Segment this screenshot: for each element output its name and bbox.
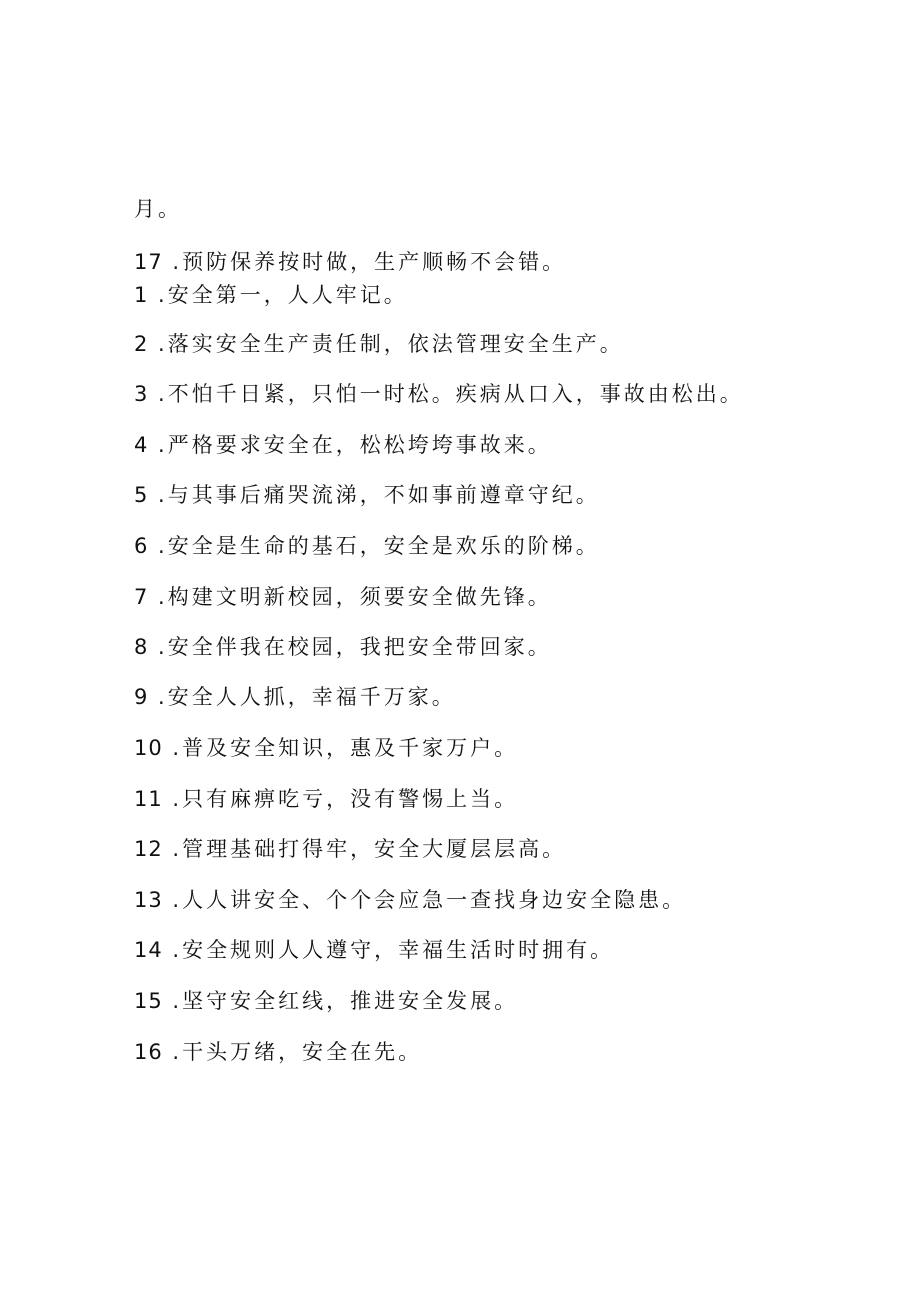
- item-text: 坚守安全红线，推进安全发展。: [182, 989, 519, 1013]
- list-item: [134, 735, 518, 761]
- list-item: [134, 331, 624, 357]
- continuation-line: [134, 196, 182, 222]
- item-number: 12: [134, 837, 163, 861]
- item-number: 4: [134, 433, 149, 457]
- item-separator: .: [162, 989, 183, 1013]
- item-separator: .: [148, 534, 168, 558]
- list-item: [134, 381, 744, 407]
- item-number: 16: [134, 1040, 163, 1064]
- list-item: [134, 634, 552, 660]
- item-separator: .: [162, 938, 183, 962]
- item-text: 安全伴我在校园，我把安全带回家。: [167, 635, 552, 659]
- item-text: 预防保养按时做，生产顺畅不会错。: [182, 250, 567, 274]
- list-item: [134, 988, 518, 1014]
- item-text: 与其事后痛哭流涕，不如事前遵章守纪。: [167, 483, 600, 507]
- item-number: 15: [134, 989, 163, 1013]
- list-item: [134, 684, 456, 710]
- item-number: 2: [134, 332, 149, 356]
- list-item: [134, 1039, 422, 1065]
- item-number: 7: [134, 585, 149, 609]
- item-number: 8: [134, 635, 149, 659]
- item-number: 3: [134, 382, 149, 406]
- list-item: [134, 887, 686, 913]
- item-number: 1: [134, 283, 149, 307]
- item-text: 安全人人抓，幸福千万家。: [167, 685, 456, 709]
- item-number: 13: [134, 888, 163, 912]
- item-separator: .: [148, 433, 168, 457]
- item-number: 5: [134, 483, 149, 507]
- list-item: [134, 533, 600, 559]
- item-separator: .: [148, 635, 168, 659]
- item-text: 普及安全知识，惠及千家万户。: [182, 736, 519, 760]
- list-item: [134, 282, 408, 308]
- item-number: 14: [134, 938, 163, 962]
- item-number: 9: [134, 685, 149, 709]
- item-text: 管理基础打得牢，安全大厦层层高。: [182, 837, 567, 861]
- item-number: 11: [134, 787, 163, 811]
- item-text: 构建文明新校园，须要安全做先锋。: [167, 585, 552, 609]
- item-text: 安全是生命的基石，安全是欢乐的阶梯。: [167, 534, 600, 558]
- item-text: 安全第一，人人牢记。: [167, 283, 408, 307]
- list-item: [134, 584, 552, 610]
- item-separator: .: [162, 250, 183, 274]
- item-text: 落实安全生产责任制，依法管理安全生产。: [167, 332, 624, 356]
- item-separator: .: [148, 332, 168, 356]
- item-separator: .: [148, 283, 168, 307]
- item-text: 严格要求安全在，松松垮垮事故来。: [167, 433, 552, 457]
- item-separator: .: [162, 837, 183, 861]
- item-separator: .: [162, 787, 183, 811]
- item-separator: .: [148, 685, 168, 709]
- list-item: [134, 937, 614, 963]
- item-separator: .: [148, 382, 168, 406]
- item-number: 10: [134, 736, 163, 760]
- item-text: 不怕千日紧，只怕一时松。疾病从口入，事故由松出。: [167, 382, 744, 406]
- item-separator: .: [162, 1040, 183, 1064]
- item-separator: .: [162, 888, 183, 912]
- continuation-text: 月。: [134, 197, 182, 221]
- list-item: [134, 249, 566, 275]
- item-text: 人人讲安全、个个会应急一查找身边安全隐患。: [182, 888, 687, 912]
- item-text: 只有麻痹吃亏，没有警惕上当。: [182, 787, 519, 811]
- list-item: [134, 786, 518, 812]
- item-separator: .: [148, 483, 168, 507]
- item-number: 6: [134, 534, 149, 558]
- list-item: [134, 836, 566, 862]
- item-separator: .: [148, 585, 168, 609]
- item-number: 17: [134, 250, 163, 274]
- item-text: 安全规则人人遵守，幸福生活时时拥有。: [182, 938, 615, 962]
- item-separator: .: [162, 736, 183, 760]
- item-text: 干头万绪，安全在先。: [182, 1040, 423, 1064]
- list-item: [134, 432, 552, 458]
- list-item: [134, 482, 600, 508]
